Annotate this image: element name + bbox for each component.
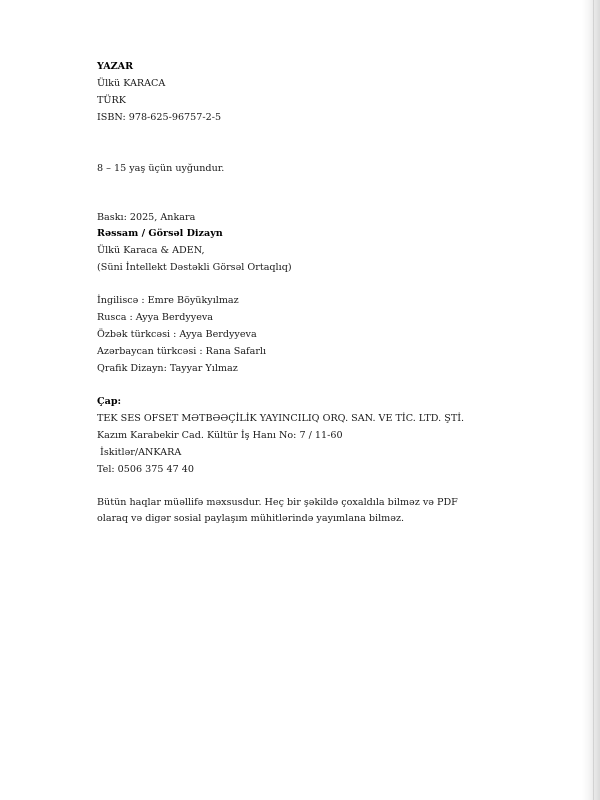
illustrator-note: (Süni İntellekt Dəstəkli Görsəl Ortaqlıq) <box>97 262 292 273</box>
printing-address: Kazım Karabekir Cad. Kültür İş Hanı No: 7 / 11-60 <box>97 430 343 441</box>
printing-phone: Tel: 0506 375 47 40 <box>97 464 194 475</box>
isbn: ISBN: 978-625-96757-2-5 <box>97 112 222 123</box>
illustrator-heading: Rəssam / Görsəl Dizayn <box>97 228 223 239</box>
page-edge-line <box>593 0 594 800</box>
printing-district: İskitlər/ANKARA <box>97 447 182 458</box>
copyright-line-2: olaraq və digər sosial paylaşım mühitlərində yayımlana bilməz. <box>97 513 405 524</box>
author-language: TÜRK <box>97 95 126 106</box>
printing-heading: Çap: <box>97 396 122 407</box>
page-edge-shadow <box>582 0 600 800</box>
translator-line: Özbək türkcəsi : Ayya Berdyyeva <box>97 329 257 340</box>
translator-line: Azərbaycan türkcəsi : Rana Safarlı <box>97 346 267 357</box>
print-edition: Baskı: 2025, Ankara <box>97 212 196 223</box>
age-note: 8 – 15 yaş üçün uyğundur. <box>97 163 225 174</box>
illustrator-names: Ülkü Karaca & ADEN, <box>97 245 205 256</box>
author-heading: YAZAR <box>97 61 134 72</box>
copyright-line-1: Bütün haqlar müəllifə məxsusdur. Heç bir şəkildə çoxaldıla bilməz və PDF <box>97 497 458 508</box>
printing-company: TEK SES OFSET MƏTBƏƏÇİLİK YAYINCILIQ ORQ. SAN. VE TİC. LTD. ŞTİ. <box>97 413 465 424</box>
translator-line: Qrafik Dizayn: Tayyar Yılmaz <box>97 363 238 374</box>
author-name: Ülkü KARACA <box>97 78 166 89</box>
translator-line: İngiliscə : Emre Böyükyılmaz <box>97 295 239 306</box>
translator-line: Rusca : Ayya Berdyyeva <box>97 312 214 323</box>
